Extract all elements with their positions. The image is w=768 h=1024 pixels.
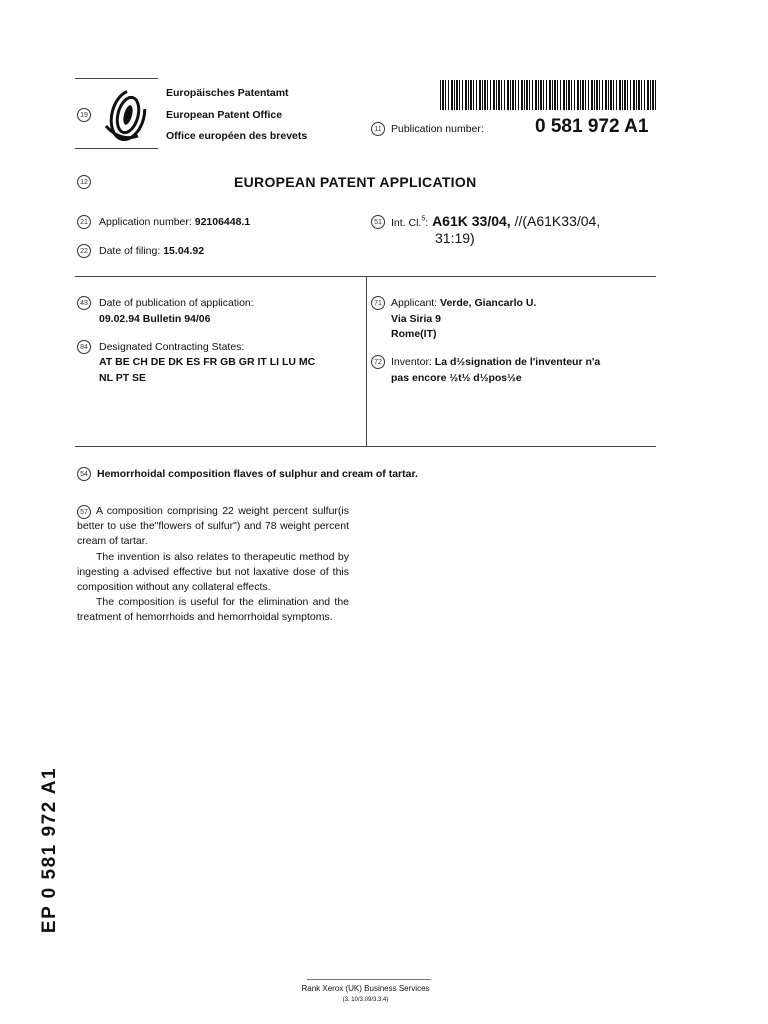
header-bottom-rule [75,148,158,149]
code-11: 11 [371,122,385,136]
footer-rule [307,979,431,980]
footer-printer: Rank Xerox (UK) Business Services [301,984,430,993]
abstract-paragraph-3: The composition is useful for the elimination and the treatment of hemorrhoids and hemorrhoidal symptoms. [77,596,349,624]
applicant-row [391,297,536,309]
designated-states-line-1: AT BE CH DE DK ES FR GB GR IT LI LU MC [99,356,316,368]
inventor-line-1: La d½signation de l'inventeur n'a [434,356,601,368]
document-type: EUROPEAN PATENT APPLICATION [234,174,477,190]
box-divider [366,276,367,446]
office-name-en: European Patent Office [166,109,283,121]
filing-date-label: Date of filing: [99,245,161,257]
classification-label: Int. Cl. [391,217,422,229]
code-12: 12 [77,175,91,189]
filing-date: 15.04.92 [163,245,205,257]
application-number: 92106448.1 [194,216,251,228]
code-21: 21 [77,215,91,229]
classification-main: A61K 33/04, [432,213,511,229]
classification-edition: 5 [421,215,426,223]
code-57: 57 [77,505,91,519]
code-54: 54 [77,467,91,481]
filing-date-row [99,245,204,257]
classification-row: Int. Cl.$^5$: A61K 33/04, //(A61K33/04, [391,213,601,229]
classification-extra-1: //(A61K33/04, [514,213,601,229]
side-publication-number: EP 0 581 972 A1 [39,766,60,934]
applicant-address-1: Via Siria 9 [391,313,442,325]
applicant-name: Verde, Giancarlo U. [440,297,537,309]
code-43: 43 [77,296,91,310]
publication-date-value: 09.02.94 Bulletin 94/06 [99,313,211,325]
barcode [440,80,656,110]
code-72: 72 [371,355,385,369]
publication-date-label: Date of publication of application: [99,297,254,309]
footer-code: (3. 10/3.09/3.3.4) [342,997,389,1003]
publication-number-label: Publication number: [391,123,484,135]
inventor-line-2: pas encore ½t½ d½pos½e [391,372,522,384]
box-bottom-rule [75,446,656,447]
office-name-de: Europäisches Patentamt [166,87,289,99]
header-top-rule [75,78,158,79]
application-number-label: Application number: [99,216,192,228]
office-name-fr: Office européen des brevets [166,130,308,142]
classification-extra-2: 31:19) [435,230,475,246]
designated-states-label: Designated Contracting States: [99,341,245,353]
epo-logo-icon [100,86,156,144]
invention-title: Hemorrhoidal composition flaves of sulphur and cream of tartar. [97,468,418,480]
inventor-label: Inventor: [391,356,432,368]
abstract-paragraph-1: A composition comprising 22 weight percent sulfur(is better to use the"flowers of sulfur") and 78 weight percent cream of tartar. [77,505,349,548]
applicant-label: Applicant: [391,297,438,309]
code-84: 84 [77,340,91,354]
designated-states-line-2: NL PT SE [99,372,147,384]
code-19: 19 [77,108,91,122]
abstract [77,504,349,626]
code-71: 71 [371,296,385,310]
code-51: 51 [371,215,385,229]
application-number-row [99,216,250,228]
code-22: 22 [77,244,91,258]
publication-number: 0 581 972 A1 [535,116,649,137]
inventor-row [391,356,600,368]
applicant-address-2: Rome(IT) [391,328,437,340]
abstract-paragraph-2: The invention is also relates to therapeutic method by ingesting a advised effective but not laxative dose of this composition without any collateral effects. [77,550,349,594]
